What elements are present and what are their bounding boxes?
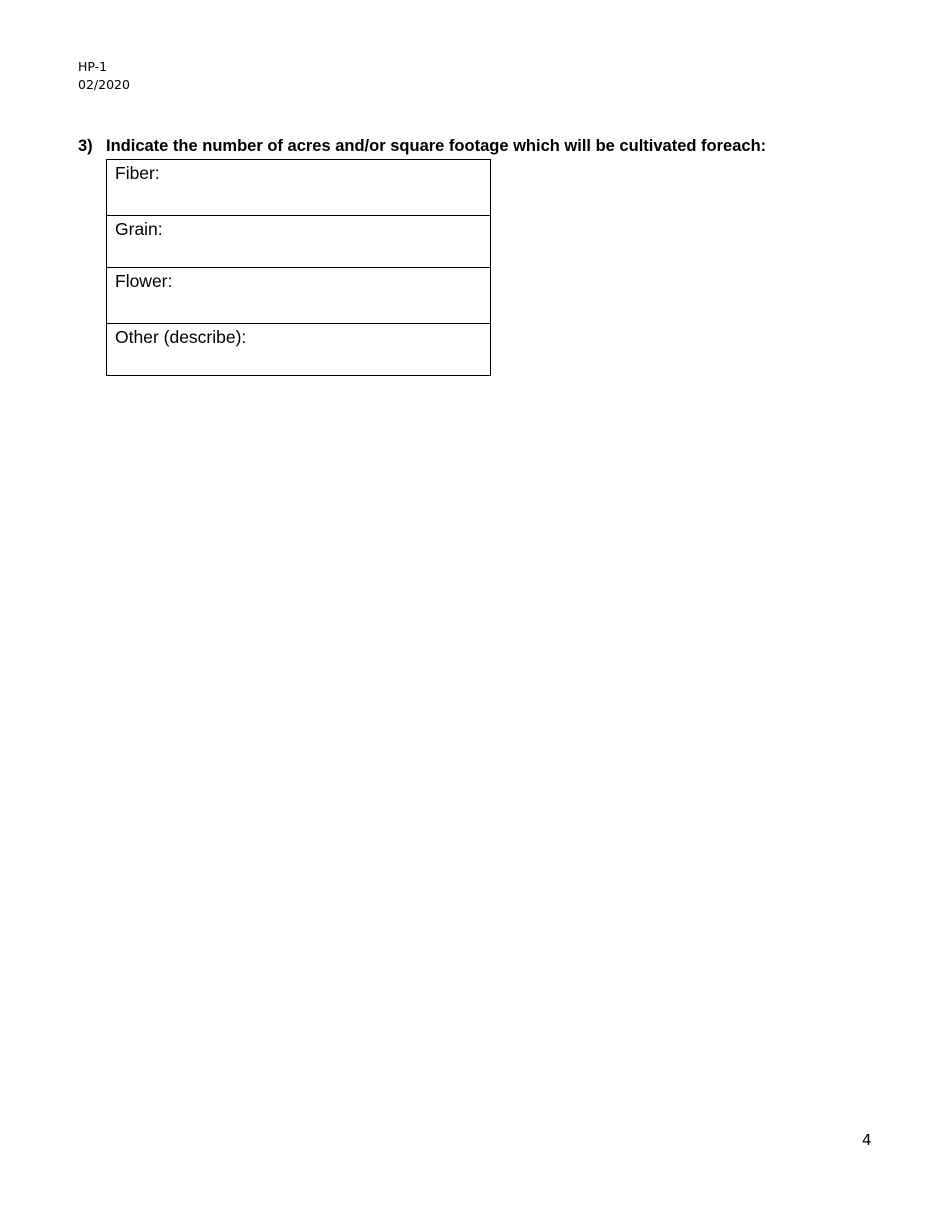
question-text: Indicate the number of acres and/or square footage which will be cultivated foreach: — [106, 137, 767, 155]
fiber-field[interactable] — [107, 160, 490, 216]
page-number: 4 — [862, 1131, 872, 1149]
grain-label: Grain: — [115, 219, 163, 239]
grain-field[interactable] — [107, 216, 490, 268]
other-describe-field[interactable] — [107, 324, 490, 375]
flower-field[interactable] — [107, 268, 490, 324]
fiber-label: Fiber: — [115, 163, 160, 183]
form-header — [78, 58, 130, 94]
question-3 — [78, 137, 766, 156]
cultivation-area-table — [106, 159, 491, 376]
flower-label: Flower: — [115, 271, 173, 291]
question-number: 3) — [78, 137, 93, 155]
form-id: HP-1 — [78, 59, 108, 74]
other-describe-label: Other (describe): — [115, 327, 247, 347]
revision-date: 02/2020 — [78, 77, 130, 92]
